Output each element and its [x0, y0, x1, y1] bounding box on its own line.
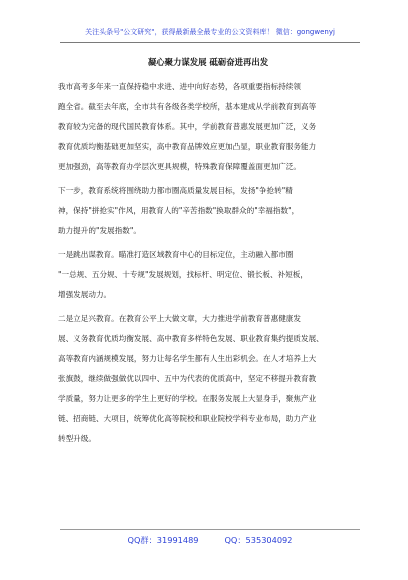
body-line: 转型升级。 [58, 434, 96, 443]
footer-qq: QQ：535304092 [224, 535, 293, 545]
body-line: 展、义务教育优质均衡发展、高中教育多样特色发展、职业教育集约提质发展、 [58, 334, 324, 343]
body-line: 增强发展动力。 [58, 290, 112, 299]
body-line: "一总规、五分规、十专规"发展规划，找标杆、明定位、锻长板、补短板， [58, 270, 308, 279]
footer-divider [60, 529, 360, 530]
body-line: 我市高考多年来一直保持稳中求进、进中向好态势，各项重要指标持续领 [58, 82, 301, 91]
document-body [58, 77, 358, 449]
body-line: 下一步，教育系统将围绕助力都市圈高质量发展目标，发扬"争抢转"精 [58, 186, 293, 195]
header-divider [60, 42, 360, 43]
header-notice: 关注头条号"公文研究"，获得最新最全最专业的公文资料库！ 微信：gongwenyj [85, 28, 335, 36]
footer-qq-group: QQ群：31991489 [127, 535, 199, 545]
body-line: 链、招商链、大项目，统筹优化高等院校和职业院校学科专业布局，助力产业 [58, 414, 317, 423]
body-line: 学质量，努力让更多的学生上更好的学校。在服务发展上大显身手，聚焦产业 [58, 394, 317, 403]
body-line: 神，保持"拼抢实"作风，用教育人的"辛苦指数"换取群众的"幸福指数"， [58, 206, 300, 215]
body-line: 一是跳出谋教育。瞄准打造区域教育中心的目标定位，主动融入都市圈 [58, 250, 294, 259]
body-line: 高等教育内涵规模发展，努力让每名学生都有人生出彩机会。在人才培养上大 [58, 354, 317, 363]
body-line: 教育较为完备的现代国民教育体系。其中，学前教育普惠发展更加广泛，义务 [58, 122, 317, 131]
footer-contact [60, 534, 360, 546]
body-line: 张旗鼓，继续做强做优以四中、五中为代表的优质高中，坚定不移提升教育教 [58, 374, 317, 383]
body-line: 教育优质均衡基础更加坚实，高中教育品牌效应更加凸显，职业教育服务能力 [58, 142, 317, 151]
body-line: 二是立足兴教育。在教育公平上大做文章，大力推进学前教育普惠健康发 [58, 314, 301, 323]
body-line: 助力提升的"发展指数"。 [58, 226, 141, 235]
document-title: 凝心聚力谋发展 砥砺奋进再出发 [147, 57, 269, 67]
body-line: 跑全省。截至去年底，全市共有各级各类学校所，基本建成从学前教育到高等 [58, 102, 317, 111]
body-line: 更加强劲，高等教育办学层次更具规模，特殊教育保障覆盖面更加广泛。 [58, 162, 301, 171]
